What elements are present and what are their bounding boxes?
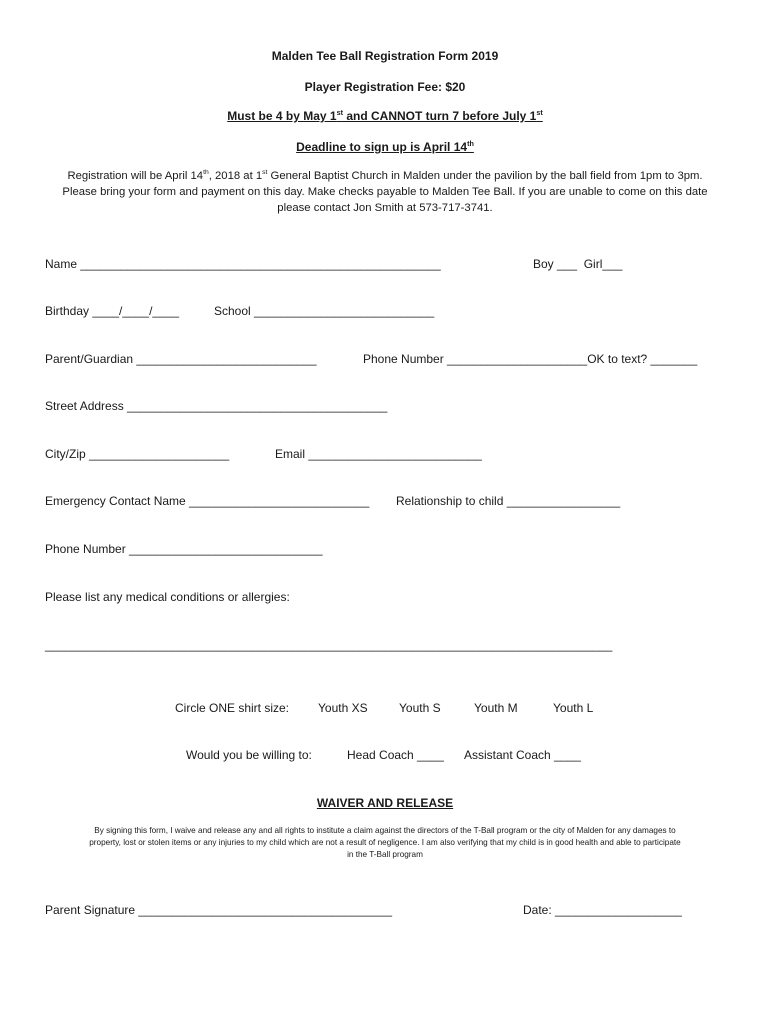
street-address-field[interactable]: Street Address _______________________________________ (45, 399, 388, 413)
deadline-text: Deadline to sign up is April 14 (296, 140, 468, 154)
email-field[interactable]: Email __________________________ (275, 447, 482, 461)
signup-deadline (0, 140, 770, 154)
intro-line-1-a: Registration will be April 14 (67, 170, 204, 182)
age-requirement (0, 109, 770, 123)
intro-line-3: please contact Jon Smith at 573-717-3741. (277, 202, 493, 214)
medical-conditions-line[interactable]: _____________________________________________________________________________________ (45, 638, 613, 652)
age-rule-part2: and CANNOT turn 7 before July 1 (343, 109, 537, 123)
name-field[interactable]: Name ______________________________________________________ (45, 257, 441, 271)
shirt-size-youth-xs[interactable]: Youth XS (318, 701, 368, 715)
age-rule-sup2: st (536, 108, 543, 117)
parent-signature-field[interactable]: Parent Signature ______________________________________ (45, 903, 392, 917)
gender-field[interactable]: Boy ___ Girl___ (533, 257, 623, 271)
school-field[interactable]: School ___________________________ (214, 304, 435, 318)
phone-number-field[interactable]: Phone Number _____________________OK to text? _______ (363, 352, 698, 366)
birthday-field[interactable]: Birthday ____/____/____ (45, 304, 180, 318)
medical-conditions-label: Please list any medical conditions or allergies: (45, 590, 290, 604)
age-rule-sup1: st (336, 108, 343, 117)
intro-line-1-b: , 2018 at 1 (208, 170, 263, 182)
waiver-line-2: property, lost or stolen items or any injuries to my child which are not a result of negligence. I am also verifying that my child is in good health and able to participate (89, 838, 681, 847)
shirt-size-label: Circle ONE shirt size: (175, 701, 290, 715)
parent-guardian-field[interactable]: Parent/Guardian ___________________________ (45, 352, 317, 366)
signature-date-field[interactable]: Date: ___________________ (523, 903, 682, 917)
intro-line-1-c: General Baptist Church in Malden under the pavilion by the ball field from 1pm to 3pm. (267, 170, 703, 182)
city-zip-field[interactable]: City/Zip _____________________ (45, 447, 230, 461)
age-rule-part1: Must be 4 by May 1 (227, 109, 337, 123)
shirt-size-youth-l[interactable]: Youth L (553, 701, 594, 715)
waiver-line-3: in the T-Ball program (347, 850, 423, 859)
form-title: Malden Tee Ball Registration Form 2019 (271, 49, 499, 63)
intro-line-2: Please bring your form and payment on this day. Make checks payable to Malden Tee Ball. If you are unable to come on this date (62, 186, 708, 198)
assistant-coach-field[interactable]: Assistant Coach ____ (464, 748, 581, 762)
deadline-sup: th (467, 139, 474, 148)
intro-sup-2: st (262, 169, 268, 177)
waiver-title: WAIVER AND RELEASE (316, 796, 454, 810)
intro-sup-1: th (203, 169, 209, 177)
emergency-phone-field[interactable]: Phone Number _____________________________ (45, 542, 323, 556)
emergency-contact-field[interactable]: Emergency Contact Name ___________________________ (45, 494, 370, 508)
registration-fee: Player Registration Fee: $20 (304, 80, 466, 94)
shirt-size-youth-s[interactable]: Youth S (399, 701, 441, 715)
relationship-field[interactable]: Relationship to child _________________ (396, 494, 621, 508)
head-coach-field[interactable]: Head Coach ____ (347, 748, 444, 762)
waiver-line-1: By signing this form, I waive and release any and all rights to institute a claim against the directors of the T-Ball program or the city of Malden for any damages to (94, 826, 676, 835)
shirt-size-youth-m[interactable]: Youth M (474, 701, 518, 715)
volunteer-label: Would you be willing to: (186, 748, 312, 762)
intro-line-1 (0, 170, 770, 182)
